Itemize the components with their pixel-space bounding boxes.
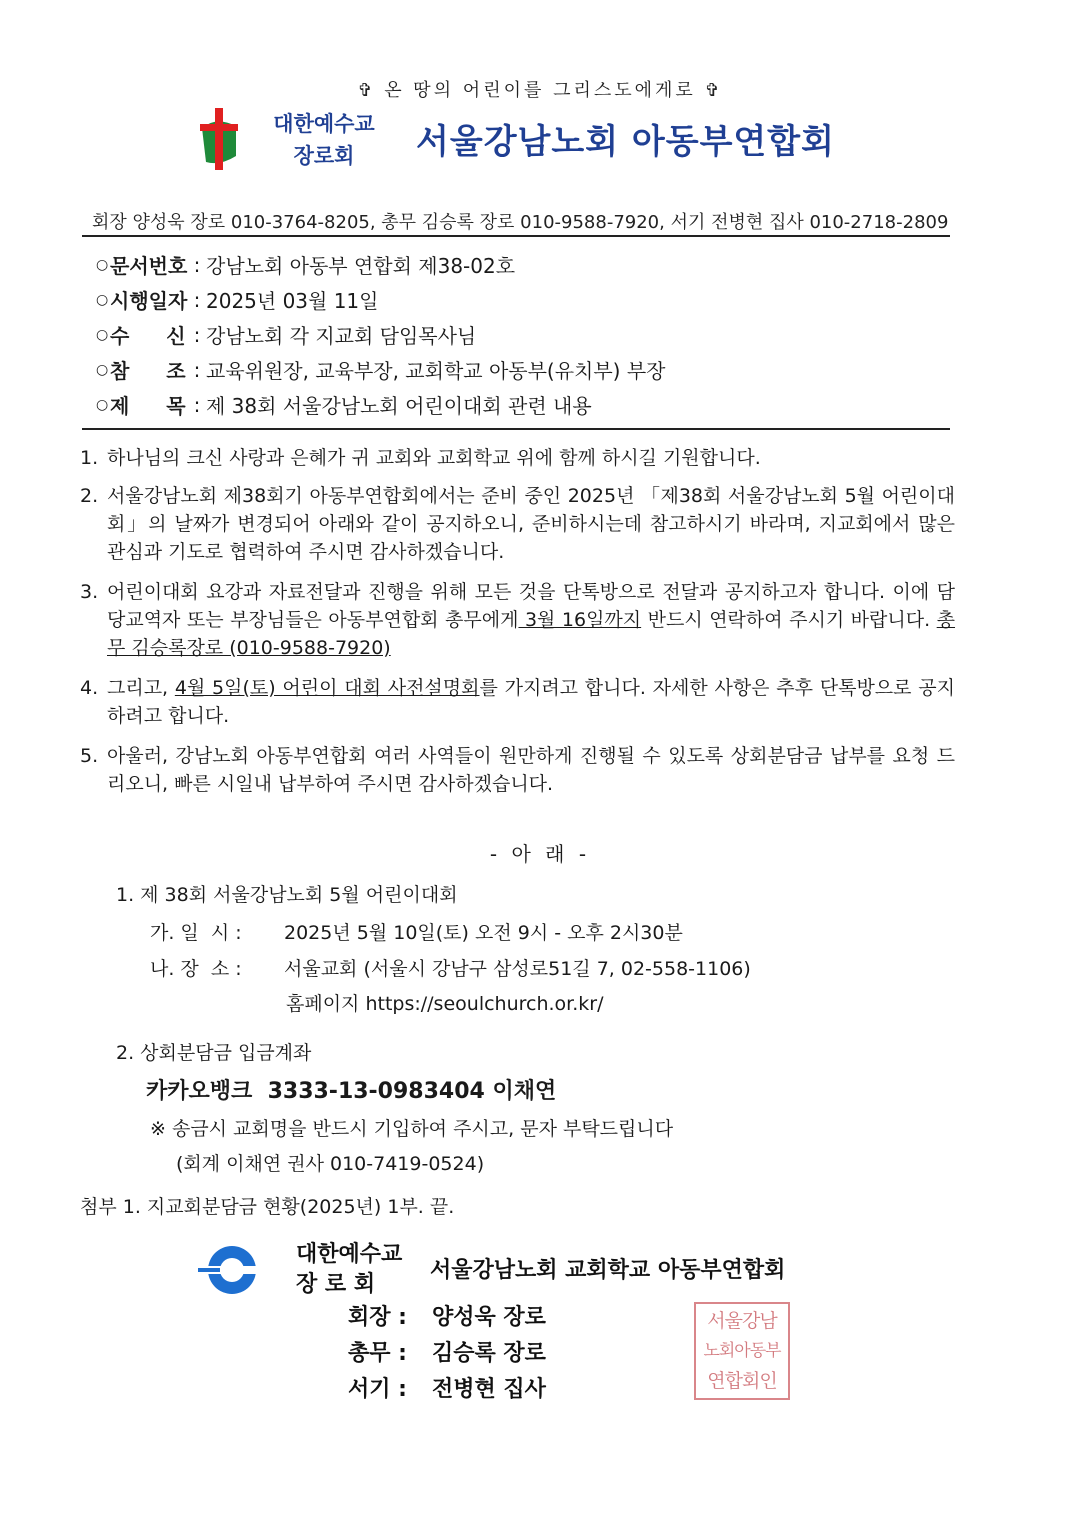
- remittance-remark: ※ 송금시 교회명을 반드시 기입하여 주시고, 문자 부탁드립니다: [150, 1118, 674, 1140]
- bullet-icon: ○: [96, 291, 109, 308]
- paragraph-1: 1. 하나님의 크신 사랑과 은혜가 귀 교회와 교회학교 위에 함께 하시길 기원합니다.: [80, 447, 761, 469]
- paragraph-5: 5. 아울러, 강남노회 아동부연합회 여러 사역들이 원만하게 진행될 수 있도록 상회분담금 납부를 요청 드리오니, 빠른 시일내 납부하여 주시면 감사하겠습니다.: [80, 745, 955, 795]
- officers-contact: 회장 양성욱 장로 010-3764-8205, 총무 김승록 장로 010-9588-7920, 서기 전병현 집사 010-2718-2809: [92, 212, 949, 233]
- meta-subject: ○ 제 목 : 제 38회 서울강남노회 어린이대회 관련 내용: [96, 392, 592, 418]
- bullet-icon: ○: [96, 396, 109, 413]
- organization-title: 서울강남노회 아동부연합회: [416, 122, 835, 162]
- divider: [82, 428, 950, 430]
- notice-item-1: 1. 제 38회 서울강남노회 5월 어린이대회: [116, 884, 458, 906]
- official-seal-stamp: 서울강남 노회아동부 연합회인: [694, 1302, 790, 1400]
- event-venue-row: 나. 장 소 : 서울교회 (서울시 강남구 삼성로51길 7, 02-558-1106): [150, 958, 751, 980]
- signatory-secretary-general: 총무 : 김승록 장로: [348, 1341, 546, 1366]
- paragraph-3: 3. 어린이대회 요강과 자료전달과 진행을 위해 모든 것을 단톡방으로 전달과 공지하고자 합니다. 이에 담당교역자 또는 부장님들은 아동부연합회 총무에게 3월 16일까지 반드시 연락하여 주시기 바랍니다. 총무 김승록장로 (010-9588-7920): [80, 581, 956, 659]
- footer-organization: 서울강남노회 교회학교 아동부연합회: [430, 1258, 786, 1283]
- footer-denomination: 대한예수교 장 로 회: [296, 1242, 403, 1297]
- church-cross-logo-icon: [196, 106, 242, 172]
- divider: [82, 235, 950, 237]
- paragraph-2: 2. 서울강남노회 제38회기 아동부연합회에서는 준비 중인 2025년 「제38회 서울강남노회 5월 어린이대회」의 날짜가 변경되어 아래와 같이 공지하오니, 준비하시는데 참고하시기 바라며, 지교회에서 많은 관심과 기도로 협력하여 주시면 감사하겠습니다.: [80, 485, 955, 563]
- meta-recipient: ○ 수 신 : 강남노회 각 지교회 담임목사님: [96, 322, 477, 348]
- denomination-name: 대한예수교 장로회: [273, 112, 375, 168]
- meta-issue-date: ○ 시행일자 : 2025년 03월 11일: [96, 287, 379, 313]
- signatory-president: 회장 : 양성욱 장로: [348, 1305, 546, 1330]
- bullet-icon: ○: [96, 326, 109, 343]
- venue-homepage: 홈페이지 https://seoulchurch.or.kr/: [286, 993, 604, 1015]
- contact-underlined: 총무 김승록장로 (010-9588-7920): [107, 609, 956, 659]
- treasurer-contact: (회계 이채연 권사 010-7419-0524): [176, 1153, 485, 1175]
- presbyterian-emblem-icon: [196, 1244, 264, 1296]
- notice-heading: - 아 래 -: [489, 842, 591, 866]
- bank-account: 카카오뱅크 3333-13-0983404 이채연: [146, 1079, 557, 1104]
- meta-doc-number: ○ 문서번호 : 강남노회 아동부 연합회 제38-02호: [96, 252, 516, 278]
- briefing-underlined: 4월 5일(토) 어린이 대회 사전설명회: [174, 677, 480, 699]
- bullet-icon: ○: [96, 256, 109, 273]
- event-date-row: 가. 일 시 : 2025년 5월 10일(토) 오전 9시 - 오후 2시30분: [150, 922, 683, 944]
- attachment-note: 첨부 1. 지교회분담금 현황(2025년) 1부. 끝.: [80, 1196, 455, 1218]
- motto: ✞ 온 땅의 어린이를 그리스도에게로 ✞: [357, 80, 723, 101]
- paragraph-4: 4. 그리고, 4월 5일(토) 어린이 대회 사전설명회를 가지려고 합니다. 자세한 사항은 추후 단톡방으로 공지하려고 합니다.: [80, 677, 955, 727]
- meta-reference: ○ 참 조 : 교육위원장, 교육부장, 교회학교 아동부(유치부) 부장: [96, 357, 666, 383]
- notice-item-2: 2. 상회분담금 입금계좌: [116, 1042, 312, 1064]
- bullet-icon: ○: [96, 361, 109, 378]
- deadline-underlined: 3월 16일까지: [518, 609, 642, 631]
- signatory-clerk: 서기 : 전병현 집사: [348, 1377, 546, 1402]
